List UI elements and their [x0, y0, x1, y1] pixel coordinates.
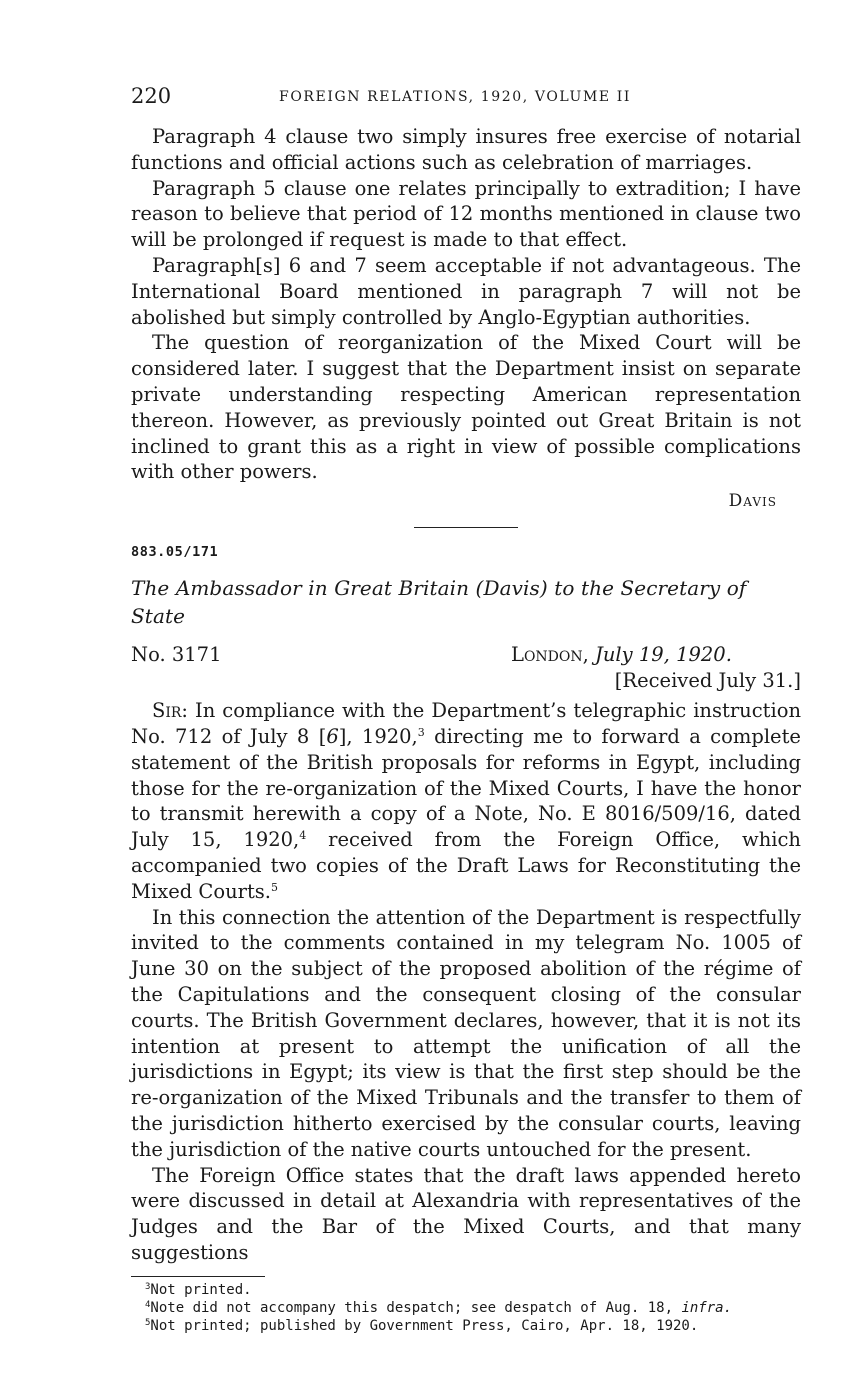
body-paragraph: Paragraph[s] 6 and 7 seem acceptable if not advantageous. The International Board mentioned in paragraph 7 will not be abolished but simply controlled by Anglo-Egyptian authorities.: [131, 253, 801, 329]
document-meta: [131, 642, 801, 698]
body-paragraph: Paragraph 4 clause two simply insures free exercise of notarial functions and official actions such as celebration of marriages.: [131, 125, 801, 174]
salutation: Sir:: [152, 699, 188, 723]
signature: Davis: [728, 491, 777, 512]
document-page: [131, 80, 801, 1335]
footnote-ref: 4: [299, 829, 307, 843]
letter-paragraph: Sir: In compliance with the Department’s telegraphic instruction No. 712 of July 8 [6], 1920,$^3$ directing me to forward a complete statement of the British proposals for reforms in Egypt, including those for the re-organization of the Mixed Courts, I have the honor to transmit herewith a copy of a Note, No. E 8016/509/16, dated July 15, 1920,$^4$ received from the Foreign Office, which accompanied two copies of the Draft Laws for Reconstituting the Mixed Courts.$^5$: [131, 699, 801, 903]
file-number: 883.05/171: [131, 544, 219, 561]
footnote: $^4$Note did not accompany this despatch; see despatch of Aug. 18, infra.: [145, 1299, 733, 1316]
received-date: [Received July 31.]: [614, 669, 801, 693]
footnote-ref: 3: [417, 725, 425, 739]
footnote: $^3$Not printed.: [145, 1281, 252, 1298]
letter-paragraph: The Foreign Office states that the draft laws appended hereto were discussed in detail at Alexandria with representatives of the Judges and the Bar of the Mixed Courts, and that many suggestions: [131, 1163, 801, 1264]
body-paragraph: Paragraph 5 clause one relates principally to extradition; I have reason to believe that period of 12 months mentioned in clause two will be prolonged if request is made to that effect.: [131, 176, 801, 252]
document-heading: The Ambassador in Great Britain (Davis) to the Secretary of State: [131, 576, 747, 629]
section-divider: [414, 527, 518, 528]
letter-paragraph: In this connection the attention of the Department is respectfully invited to the comments contained in my telegram No. 1005 of June 30 on the subject of the proposed abolition of the régime of the Capitulations and the consequent closing of the consular courts. The British Government declares, however, that it is not its intention at present to attempt the unification of all the jurisdictions in Egypt; its view is that the first step should be the re-organization of the Mixed Tribunals and the transfer to them of the jurisdiction hitherto exercised by the consular courts, leaving the jurisdiction of the native courts untouched for the present.: [131, 905, 801, 1161]
footnote-rule: [131, 1276, 265, 1277]
footnote-ref: 5: [271, 880, 279, 894]
body-paragraph: The question of reorganization of the Mixed Court will be considered later. I suggest that the Department insist on separate private understanding respecting American representation thereon. However, as previously pointed out Great Britain is not inclined to grant this as a right in view of possible complications with other powers.: [131, 331, 801, 484]
running-title: FOREIGN RELATIONS, 1920, VOLUME II: [279, 89, 632, 105]
dateline-place: London,: [511, 643, 589, 667]
document-dateline: [511, 642, 732, 668]
running-head: [131, 80, 801, 112]
page-number: 220: [131, 84, 172, 108]
footnotes: [131, 1281, 801, 1335]
footnote: $^5$Not printed; published by Government Press, Cairo, Apr. 18, 1920.: [145, 1317, 699, 1334]
document-number: No. 3171: [131, 643, 222, 667]
dateline-date: July 19, 1920.: [595, 643, 732, 667]
